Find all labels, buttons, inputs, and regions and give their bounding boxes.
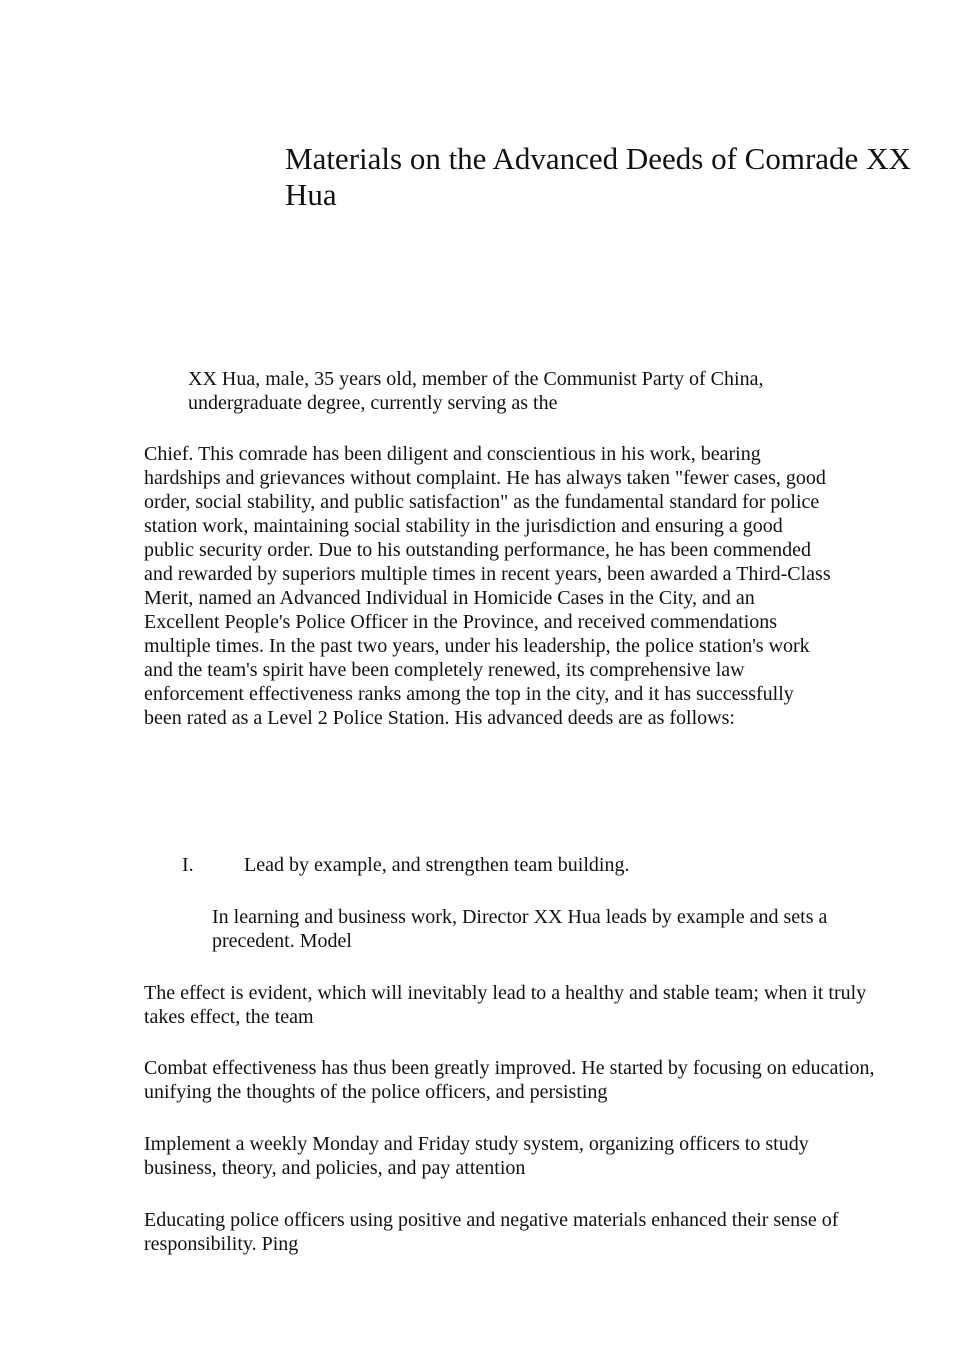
section-paragraph: The effect is evident, which will inevitably lead to a healthy and stable team; when it truly takes effect, the team <box>144 982 867 1028</box>
intro-paragraph: XX Hua, male, 35 years old, member of the Communist Party of China, undergraduate degree, currently serving as the <box>188 368 764 414</box>
section-paragraph: Combat effectiveness has thus been greatly improved. He started by focusing on education, unifying the thoughts of the police officers, and persisting <box>144 1057 875 1103</box>
document-title: Materials on the Advanced Deeds of Comrade XX Hua <box>285 141 911 212</box>
summary-paragraph: Chief. This comrade has been diligent and conscientious in his work, bearing hardships and grievances without complaint. He has always taken "fewer cases, good order, social stability, and public satisfaction" as the fundamental standard for police station work, maintaining social stability in the jurisdiction and ensuring a good public security order. Due to his outstanding performance, he has been commended and rewarded by superiors multiple times in recent years, been awarded a Third-Class Merit, named an Advanced Individual in Homicide Cases in the City, and an Excellent People's Police Officer in the Province, and received commendations multiple times. In the past two years, under his leadership, the police station's work and the team's spirit have been completely renewed, its comprehensive law enforcement effectiveness ranks among the top in the city, and it has successfully been rated as a Level 2 Police Station. His advanced deeds are as follows: <box>144 443 831 729</box>
section-number: I. <box>182 854 194 876</box>
section-paragraph: Educating police officers using positive and negative materials enhanced their sense of responsibility. Ping <box>144 1209 839 1255</box>
section-heading-text: Lead by example, and strengthen team building. <box>244 854 630 876</box>
section-paragraph: In learning and business work, Director XX Hua leads by example and sets a precedent. Model <box>212 906 828 952</box>
section-paragraph: Implement a weekly Monday and Friday study system, organizing officers to study business, theory, and policies, and pay attention <box>144 1133 809 1179</box>
